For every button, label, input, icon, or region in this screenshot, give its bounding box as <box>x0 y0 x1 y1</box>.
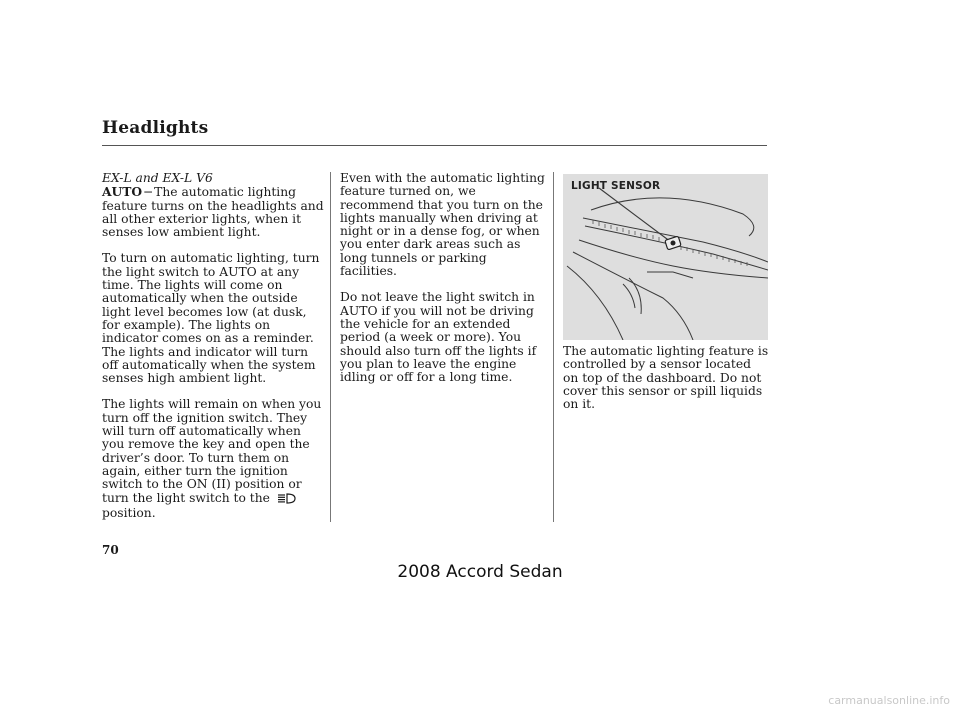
auto-intro-text: The automatic lighting feature turns on the headlights and all other exterior lights, when it senses low ambient light. <box>102 185 324 240</box>
lights-remain-text: The lights will remain on when you turn off the ignition switch. They will turn off automatically when you remove the key and open the driver’s door. To turn them on again, either turn the ignition switch to the ON (II) position or turn the light switch to the <box>102 397 322 505</box>
headlight-symbol-icon <box>276 493 296 507</box>
title-divider <box>102 145 767 146</box>
page-number: 70 <box>102 543 119 557</box>
column-3 <box>563 345 769 424</box>
footer-model-name: 2008 Accord Sedan <box>397 562 563 582</box>
auto-usage-paragraph: To turn on automatic lighting, turn the light switch to AUTO at any time. The lights will come on automatically when the outside light level becomes low (at dusk, for example). The lights on indicator comes on as a reminder. The lights and indicator will turn off automatically when the system senses high ambient light. <box>102 251 320 386</box>
auto-term: AUTO <box>102 184 143 200</box>
page-title: Headlights <box>102 118 209 138</box>
lights-remain-paragraph <box>102 398 324 520</box>
dashboard-illustration <box>563 174 768 340</box>
light-sensor-icon <box>665 236 681 250</box>
sensor-paragraph: The automatic lighting feature is controlled by a sensor located on top of the dashboard. Do not cover this sensor or spill liquids on it. <box>563 344 769 412</box>
lights-remain-text-end: position. <box>102 505 156 520</box>
column-1 <box>102 172 324 533</box>
model-variant-label: EX-L and EX-L V6 <box>102 171 213 185</box>
column-divider-1 <box>330 172 331 522</box>
auto-intro-paragraph <box>102 185 324 239</box>
watermark: carmanualsonline.info <box>828 694 950 707</box>
extended-period-paragraph: Do not leave the light switch in AUTO if you will not be driving the vehicle for an extended period (a week or more). You should also turn off the lights if you plan to leave the engine idling or off for a long time. <box>340 290 537 385</box>
light-sensor-label: LIGHT SENSOR <box>571 180 661 192</box>
light-sensor-figure <box>563 174 768 340</box>
column-divider-2 <box>553 172 554 522</box>
term-dash: − <box>142 185 154 200</box>
manual-lights-paragraph: Even with the automatic lighting feature turned on, we recommend that you turn on the lights manually when driving at night or in a dense fog, or when you enter dark areas such as long tunnels or parking facilities. <box>340 171 545 279</box>
column-2 <box>340 172 546 397</box>
